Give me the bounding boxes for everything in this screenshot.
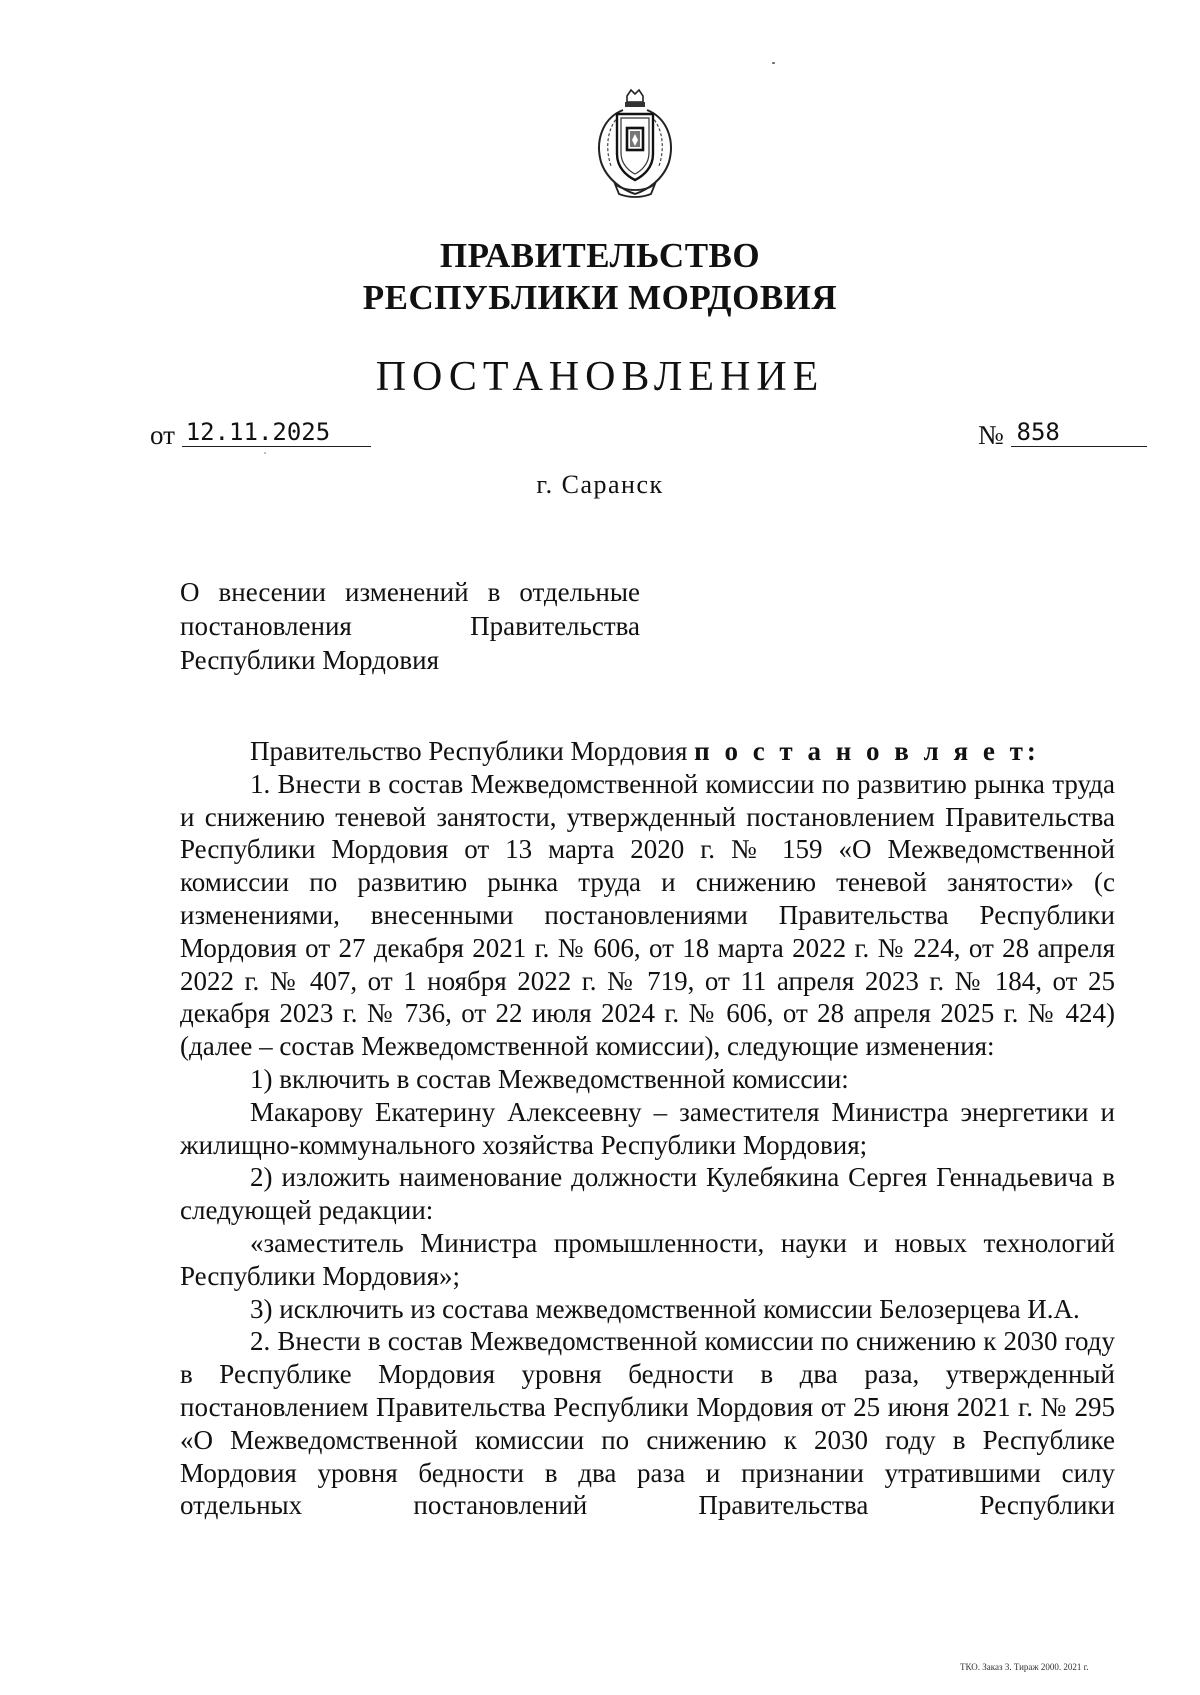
date-prefix: от xyxy=(150,420,175,450)
number-value: 858 xyxy=(1011,418,1147,447)
print-mark: ТКО. Заказ 3. Тираж 2000. 2021 г. xyxy=(960,1662,1089,1672)
preamble-text: Правительство Республики Мордовия xyxy=(250,736,695,766)
coat-of-arms-icon xyxy=(585,88,685,200)
document-type-title: ПОСТАНОВЛЕНИЕ xyxy=(375,354,825,400)
number-field xyxy=(978,420,1147,451)
paragraph-1: 1. Внести в состав Межведомственной комиссии по развитию рынка труда и снижению теневой занятости, утвержденный постановлением Правительства Республики Мордовия от 13 марта 2020 г. № 159 «О Межведомственной комиссии по развитию рынка труда и снижению теневой занятости» (с изменениями, внесенными постановлениями Правительства Республики Мордовия от 27 декабря 2021 г. № 606, от 18 марта 2022 г. № 224, от 28 апреля 2022 г. № 407, от 1 ноября 2022 г. № 719, от 11 апреля 2023 г. № 184, от 25 декабря 2023 г. № 736, от 22 июля 2024 г. № 606, от 28 апреля 2025 г. № 424) (далее – состав Межведомственной комиссии), следующие изменения: xyxy=(180,768,1115,1062)
scan-speck xyxy=(264,452,266,454)
paragraph-2: 2. Внести в состав Межведомственной комиссии по снижению к 2030 году в Республике Мордовия уровня бедности в два раза, утвержденный постановлением Правительства Республики Мордовия от 25 июня 2021 г. № 295 «О Межведомственной комиссии по снижению к 2030 году в Республике Мордовия уровня бедности в два раза и признании утратившими силу отдельных постановлений Правительства Республики xyxy=(180,1326,1115,1521)
preamble-verb: п о с т а н о в л я е т: xyxy=(694,736,1040,766)
subject-line-2: постановления Правительства xyxy=(180,611,640,641)
subject-line-1: О внесении изменений в отдельные xyxy=(180,577,640,607)
paragraph-1-item-3: 3) исключить из состава межведомственной комиссии Белозерцева И.А. xyxy=(250,1293,1080,1324)
subject-line-3: Республики Мордовия xyxy=(180,645,440,675)
document-body xyxy=(180,735,1115,1522)
paragraph-1-item-2-text: «заместитель Министра промышленности, науки и новых технологий Республики Мордовия»; xyxy=(180,1227,1115,1291)
scan-speck xyxy=(772,62,775,64)
government-name-line1: ПРАВИТЕЛЬСТВО xyxy=(439,236,761,275)
date-value: 12.11.2025 xyxy=(182,418,371,447)
city-line: г. Саранск xyxy=(536,470,664,499)
preamble xyxy=(180,735,1115,768)
paragraph-1-item-1-text: Макарову Екатерину Алексеевну – заместителя Министра энергетики и жилищно-коммунального хозяйства Республики Мордовия; xyxy=(180,1096,1115,1160)
paragraph-1-item-1: 1) включить в состав Межведомственной комиссии: xyxy=(250,1063,849,1094)
date-field xyxy=(150,420,371,451)
government-name-line2: РЕСПУБЛИКИ МОРДОВИЯ xyxy=(362,278,838,317)
number-prefix: № xyxy=(978,420,1004,450)
paragraph-1-item-2: 2) изложить наименование должности Кулебякина Сергея Геннадьевича в следующей редакции: xyxy=(180,1162,1115,1226)
document-subject xyxy=(180,575,640,677)
